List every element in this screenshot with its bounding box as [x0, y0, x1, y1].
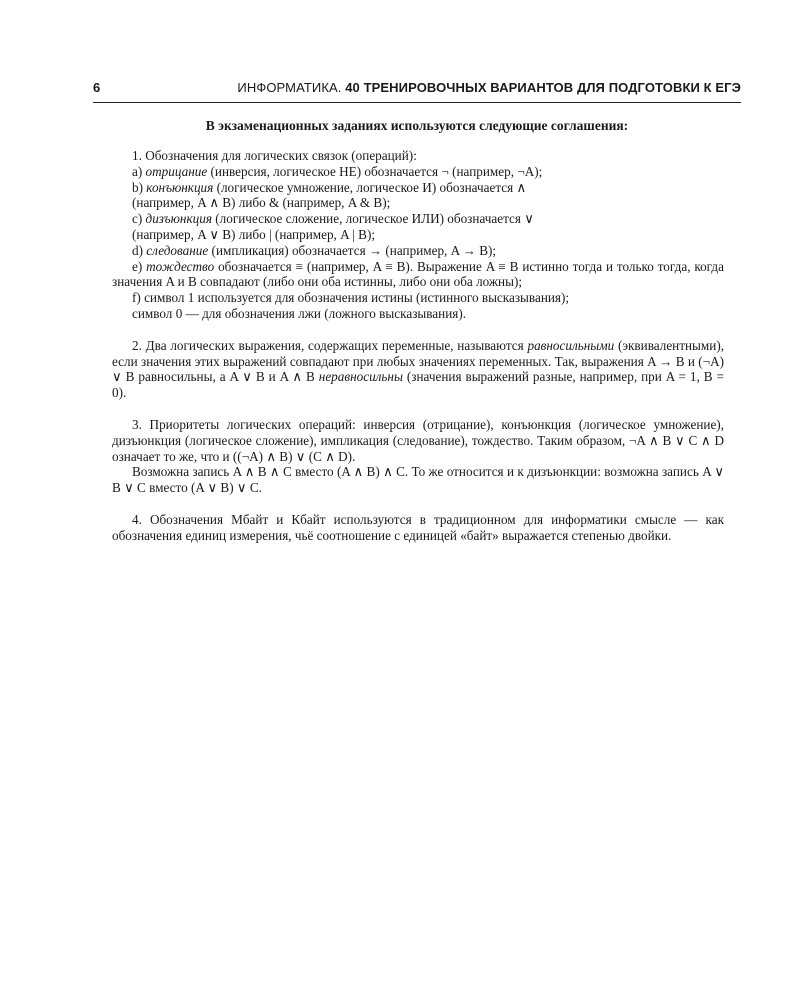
item-1d-term: следование: [146, 242, 209, 258]
item-1c: [112, 211, 724, 227]
item-1-heading: 1. Обозначения для логических связок (операций):: [132, 148, 417, 163]
item-1f-continued: символ 0 — для обозначения лжи (ложного высказывания).: [132, 305, 467, 321]
item-3-continued: Возможна запись A ∧ B ∧ C вместо (A ∧ B) ∧ C. То же относится и к дизъюнкции: возможна запись A ∨ B ∨ C вместо (A ∨ B) ∨ C.: [112, 464, 724, 496]
running-head-title: [237, 80, 741, 95]
item-1b: [112, 180, 724, 196]
item-1c-text: (логическое сложение, логическое ИЛИ) обозначается ∨: [211, 211, 534, 227]
item-1d-marker: d): [132, 242, 147, 258]
item-1e-marker: e): [132, 258, 147, 274]
item-2-text-end: (значения выражений разные, например, при A = 1, B = 0).: [112, 369, 724, 401]
item-2-text-start: 2. Два логических выражения, содержащих переменные, называются: [132, 337, 528, 353]
section-title: В экзаменационных заданиях используются следующие соглашения:: [205, 118, 629, 133]
item-1c-marker: c): [132, 211, 146, 227]
running-header: [93, 80, 741, 103]
item-1c-continued: (например, A ∨ B) либо | (например, A | B);: [132, 226, 376, 242]
item-1a: [112, 164, 724, 180]
item-1d-text: (импликация) обозначается → (например, A → B);: [208, 242, 497, 258]
item-1f: f) символ 1 используется для обозначения истины (истинного высказывания);: [132, 290, 570, 306]
item-2-text-middle: (эквивалентными), если значения этих выражений совпадают при любых значениях переменных. Так, выражения A → B и (¬A) ∨ B равносильны, а A ∨ B и A ∧ B: [112, 337, 725, 385]
item-2-term-nonequivalent: неравносильны: [318, 369, 403, 385]
page-number: 6: [93, 80, 101, 95]
item-3: 3. Приоритеты логических операций: инверсия (отрицание), конъюнкция (логическое умножение), дизъюнкция (логическое сложение), импликация (следование), тождество. Таким образом, ¬A ∧ B ∨ C ∧ D означает то же, что и ((¬A) ∧ B) ∨ (C ∧ D).: [112, 416, 724, 464]
item-1b-term: конъюнкция: [146, 179, 214, 195]
item-1e-term: тождество: [146, 258, 215, 274]
item-1b-text: (логическое умножение, логическое И) обозначается ∧: [213, 179, 527, 195]
item-1e-text: обозначается ≡ (например, A ≡ B). Выражение A ≡ B истинно тогда и только тогда, когда значения A и B совпадают (либо они оба истинны, либо они оба ложны);: [112, 258, 724, 290]
book-title: 40 ТРЕНИРОВОЧНЫХ ВАРИАНТОВ ДЛЯ ПОДГОТОВКИ К ЕГЭ: [345, 80, 741, 95]
item-1c-term: дизъюнкция: [145, 211, 212, 227]
subject-label: ИНФОРМАТИКА.: [237, 80, 342, 95]
item-2-term-equivalent: равносильными: [527, 337, 615, 353]
item-1d: [112, 243, 724, 259]
item-1b-continued: (например, A ∧ B) либо & (например, A & B);: [132, 195, 391, 211]
item-2: [112, 338, 724, 401]
item-1a-term: отрицание: [145, 163, 208, 179]
item-1a-marker: a): [132, 163, 146, 179]
item-1e: [112, 259, 724, 291]
conventions-body: [112, 148, 724, 544]
item-1a-text: (инверсия, логическое НЕ) обозначается ¬ (например, ¬A);: [207, 163, 543, 179]
item-1b-marker: b): [132, 179, 147, 195]
item-4: 4. Обозначения Мбайт и Кбайт используются в традиционном для информатики смысле — как обозначения единиц измерения, чьё соотношение с единицей «байт» выражается степенью двойки.: [112, 511, 724, 543]
